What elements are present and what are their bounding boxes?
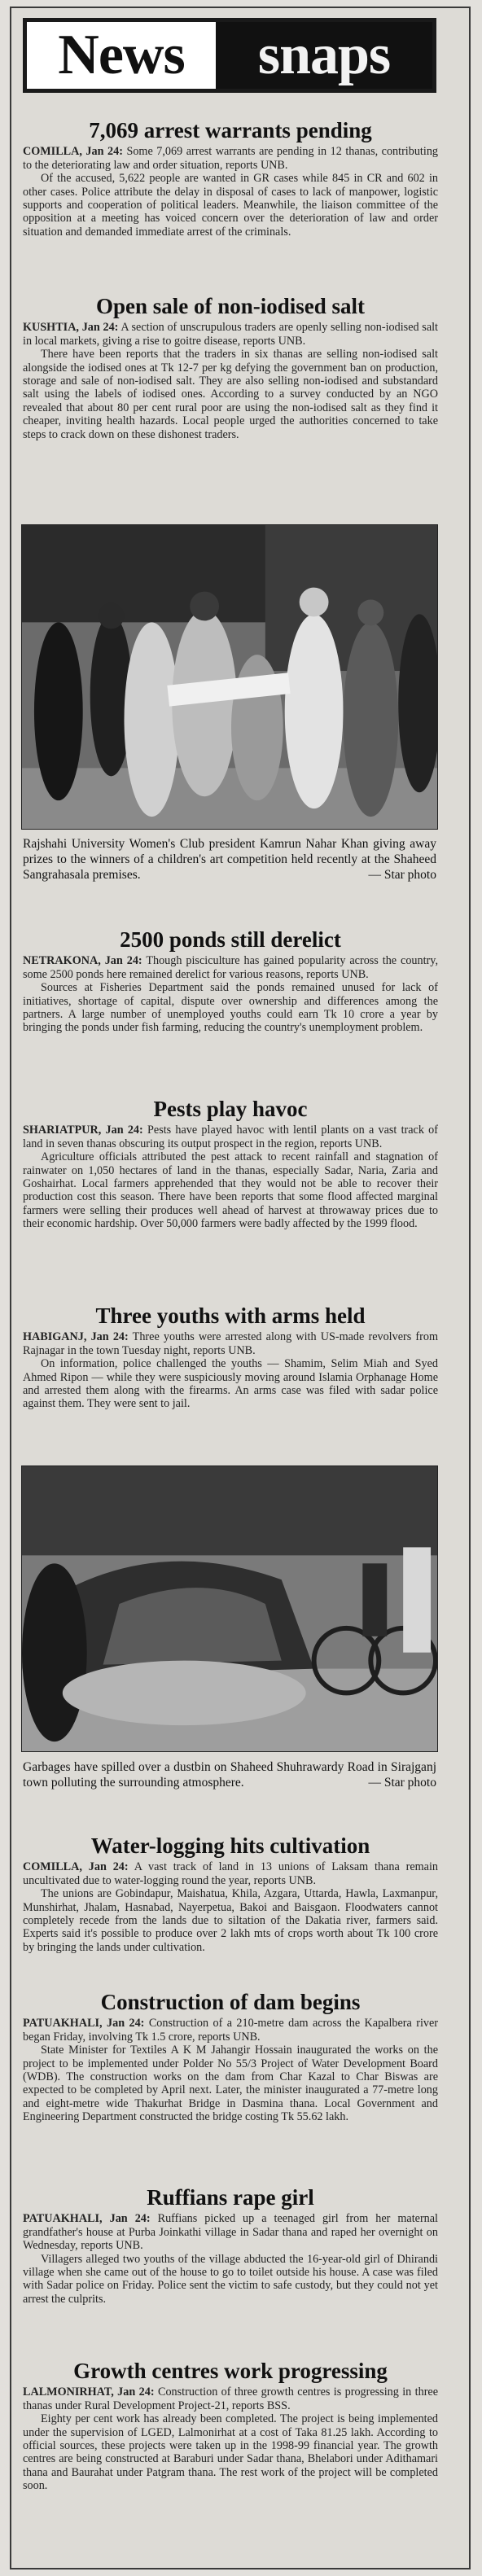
story-dam-construction — [23, 1991, 438, 2124]
paragraph: Agriculture officials attributed the pest attack to recent rainfall and stagnation of rainwater on 1,050 hectares of land in the thanas, especially Sadar, Naria, Zaria and Goshairhat. Local farmers apprehended that they would not be able to recover their production cost this season. There have been reports that some flood affected marginal farmers were selling their produces well ahead of harvest at throwaway prices due to their economic hardship. Over 50,000 farmers were badly affected by the 1999 flood. — [23, 1150, 438, 1231]
paragraph: Villagers alleged two youths of the village abducted the 16-year-old girl of Dhirandi village when she came out of the house to go to toilet outside his house. A case was filed with Sadar police on Friday. Police sent the victim to safe custody, but they could not yet arrest the culprits. — [23, 2252, 438, 2306]
headline: Three youths with arms held — [95, 1303, 366, 1328]
story-body — [23, 1860, 438, 1954]
story-non-iodised-salt — [23, 295, 438, 441]
photo-credit: — Star photo — [368, 868, 436, 882]
photo-credit: — Star photo — [368, 1776, 436, 1790]
dateline: PATUAKHALI, Jan 24: — [23, 2017, 145, 2031]
headline: 2500 ponds still derelict — [120, 927, 341, 952]
masthead-snaps: snaps — [216, 22, 432, 89]
photo-prize-giving-image — [22, 525, 437, 829]
dateline: KUSHTIA, Jan 24: — [23, 321, 119, 335]
dateline: PATUAKHALI, Jan 24: — [23, 2212, 151, 2226]
dateline: SHARIATPUR, Jan 24: — [23, 1124, 143, 1137]
paragraph: There have been reports that the traders in six thanas are selling non-iodised salt alongside the iodised ones at Tk 12-7 per kg defying the government ban on production, storage and sale of non-iodised salt. They are also selling non-iodised and substandard salt using the labels of iodised ones. According to a survey conducted by an NGO revealed that about 80 per cent rural poor are using the non-iodised salt as they find it cheaper, inviting health hazards. Local people urged the authorities concerned to take steps to crack down on these dishonest traders. — [23, 348, 438, 441]
paragraph: On information, police challenged the youths — Shamim, Selim Miah and Syed Ahmed Ripon — while they were suspiciously moving around Islamia Orphanage Home and arrested them along with the firearms. An arms case was filed with sadar police against them. They were sent to jail. — [23, 1357, 438, 1411]
caption-text: Rajshahi University Women's Club president Kamrun Nahar Khan giving away prizes to the winners of a children's art competition held recently at the Shaheed Sangrahasala premises. — [23, 837, 436, 882]
story-arrest-warrants — [23, 119, 438, 239]
paragraph: Three youths were arrested along with US-made revolvers from Rajnagar in the town Tuesday night, reports UNB. — [23, 1330, 438, 1357]
dateline: COMILLA, Jan 24: — [23, 1860, 129, 1874]
paragraph: A vast track of land in 13 unions of Laksam thana remain uncultivated due to water-logging round the year, reports UNB. — [23, 1860, 438, 1887]
headline: Growth centres work progressing — [73, 2359, 388, 2383]
headline: Water-logging hits cultivation — [90, 1833, 370, 1858]
story-body — [23, 145, 438, 239]
headline: Open sale of non-iodised salt — [95, 294, 366, 318]
masthead-news: News — [58, 24, 185, 86]
photo-prize-giving-caption — [23, 836, 436, 883]
paragraph: Some 7,069 arrest warrants are pending in 12 thanas, contributing to the deteriorating law and order situation, reports UNB. — [23, 145, 439, 172]
story-body — [23, 1330, 438, 1410]
story-pests-havoc — [23, 1097, 438, 1231]
paragraph: Pests have played havoc with lentil plants on a vast track of land in seven thanas obscuring its output prospect in the region, reports UNB. — [23, 1124, 438, 1150]
dateline: NETRAKONA, Jan 24: — [23, 954, 142, 968]
paragraph: Eighty per cent work has already been completed. The project is being implemented under the supervision of LGED, Lalmonirhat at a cost of Taka 81.25 lakh. According to official sources, these projects were taken up in the 1998-99 financial year. The growth centres are being constructed at Baraburi under Sadar thana, Bhelabori under Adithamari thana and Baurahat under Patgram thana. The rest work of the project will be completed soon. — [23, 2412, 438, 2493]
story-water-logging — [23, 1834, 438, 1954]
story-ponds-derelict — [23, 928, 438, 1035]
story-youths-arms — [23, 1304, 438, 1411]
story-body — [23, 1124, 438, 1230]
photo-garbage-dustbin — [21, 1465, 438, 1752]
paragraph: Ruffians picked up a teenaged girl from her maternal grandfather's house at Purba Joinkathi village in Sadar thana and raped her overnight on Wednesday, reports UNB. — [23, 2212, 438, 2253]
story-growth-centres — [23, 2359, 438, 2493]
headline: Pests play havoc — [153, 1097, 308, 1121]
dateline: COMILLA, Jan 24: — [23, 145, 123, 159]
paragraph: Sources at Fisheries Department said the ponds remained unused for lack of initiatives, shortage of capital, dispute over ownership and differences among the partners. A large number of unemployed youths could earn Tk 10 crore a year by bringing the ponds under fish farming, reducing the country's unemployment problem. — [23, 981, 438, 1035]
paragraph: A section of unscrupulous traders are openly selling non-iodised salt in local markets, giving a rise to goitre disease, reports UNB. — [23, 321, 438, 348]
headline: 7,069 arrest warrants pending — [89, 118, 372, 142]
paragraph: State Minister for Textiles A K M Jahangir Hossain inaugurated the works on the project to be implemented under Polder No 55/3 Project of Water Development Board (WDB). The construction works on the dam from Char Kazal to Char Biswas are expected to be completed by April next. Later, the minister inaugurated a 77-metre long and eight-metre wide Thakurhat Bridge in Dasmina thana. Local Government and Engineering Department constructed the bridge costing Tk 55.62 lakh. — [23, 2044, 438, 2124]
photo-garbage-caption — [23, 1759, 436, 1790]
story-body — [23, 2212, 438, 2306]
paragraph: Construction of three growth centres is progressing in three thanas under Rural Development Project-21, reports BSS. — [23, 2385, 439, 2412]
story-body — [23, 2017, 438, 2123]
photo-prize-giving — [21, 524, 438, 830]
story-ruffians — [23, 2186, 438, 2306]
paragraph: Though pisciculture has gained popularity across the country, some 2500 ponds here remained derelict for various reasons, reports UNB. — [23, 954, 438, 981]
paragraph: Of the accused, 5,622 people are wanted in GR cases while 845 in CR and 602 in other cases. Police attribute the delay in disposal of cases to lack of manpower, logistic supports and cooperation of political leaders. Meanwhile, the liaison committee of the opposition at a meeting has voiced concern over the deterioration of law and order situation and demanded immediate arrest of the criminals. — [23, 172, 438, 239]
headline: Construction of dam begins — [100, 1990, 361, 2014]
masthead — [23, 18, 436, 93]
story-body — [23, 954, 438, 1034]
story-body — [23, 321, 438, 441]
caption-text: Garbages have spilled over a dustbin on Shaheed Shuhrawardy Road in Sirajganj town polluting the surrounding atmosphere. — [23, 1760, 436, 1790]
paragraph: The unions are Gobindapur, Maishatua, Khila, Azgara, Uttarda, Hawla, Laxmanpur, Munshirhat, Jhalam, Hasnabad, Nayerpetua, Bakoi and Baisgaon. Floodwaters cannot completely recede from the lands due to siltation of the Dakatia river, farmers said. Experts said it's possible to produce over 2 lakh mts of crops worth about Tk 100 crore by bringing the lands under cultivation. — [23, 1887, 438, 1954]
paragraph: Construction of a 210-metre dam across the Kapalbera river began Friday, involving Tk 1.5 crore, reports UNB. — [23, 2017, 438, 2044]
story-body — [23, 2385, 438, 2492]
photo-garbage-dustbin-image — [22, 1466, 437, 1751]
dateline: HABIGANJ, Jan 24: — [23, 1330, 129, 1344]
headline: Ruffians rape girl — [147, 2185, 314, 2210]
dateline: LALMONIRHAT, Jan 24: — [23, 2385, 155, 2399]
